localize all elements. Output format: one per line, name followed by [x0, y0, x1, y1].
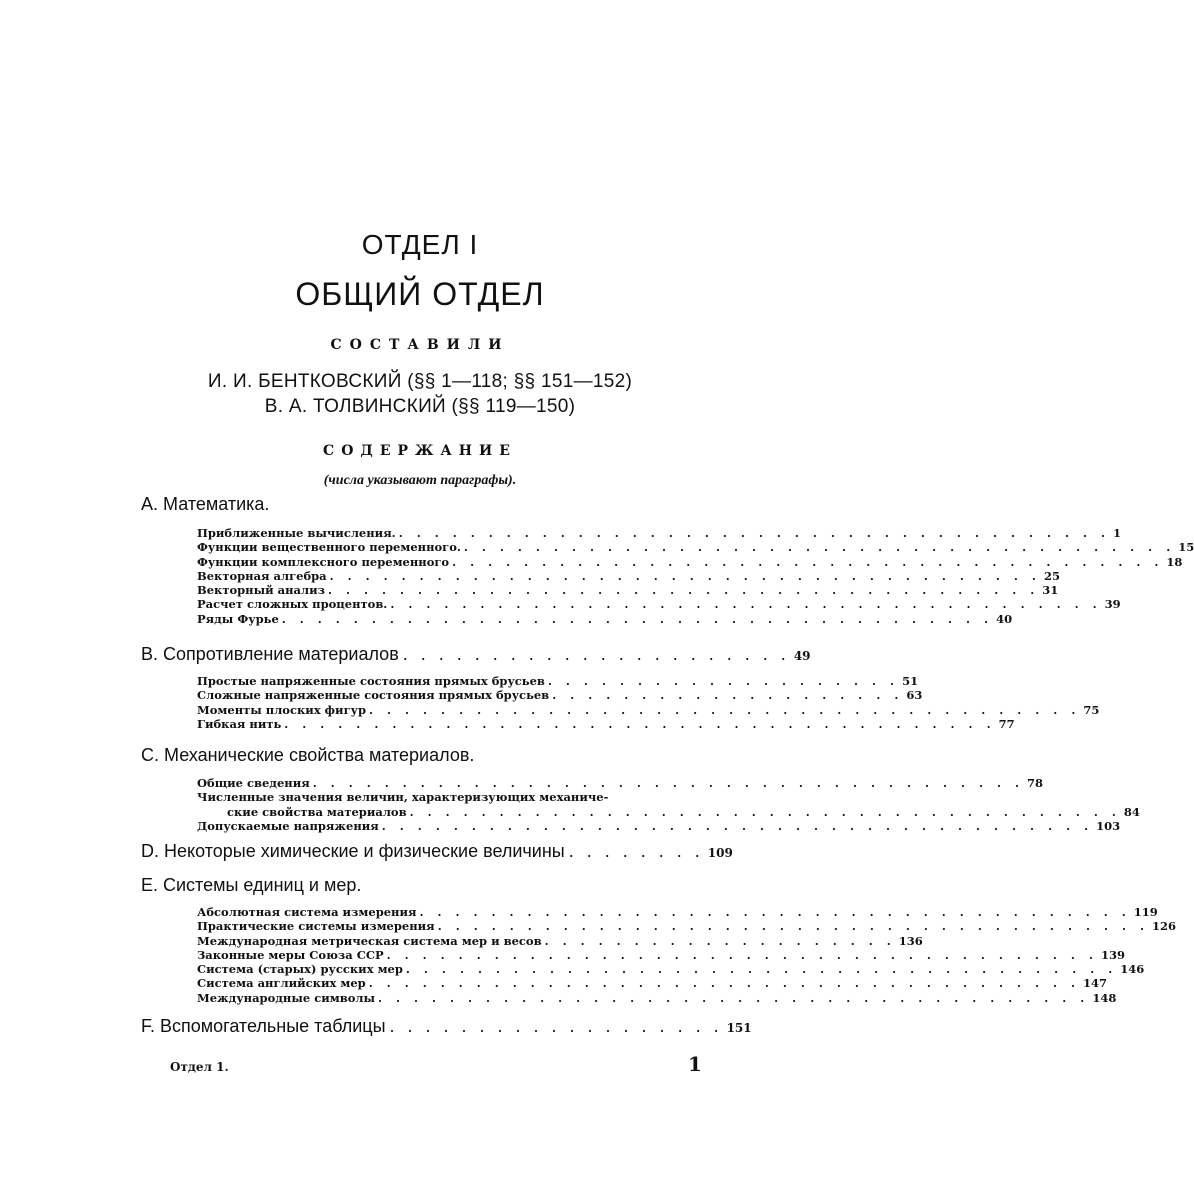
leader-dots: . . . . . . . . . . . . . . . . . . . . . . . . . . . . . . . . . . . . . . . . [386, 947, 1098, 962]
leader-dots: . . . . . . . . . . . . . . . . . . . . . . . . . . . . . . . . . . . . . . . . [390, 597, 1102, 612]
leader-dots: . . . . . . . . [568, 841, 704, 861]
leader-dots: . . . . . . . . . . . . . . . . . . . . . . . . . . . . . . . . . . . . . . . . [405, 962, 1118, 977]
toc-entry [197, 790, 729, 804]
toc-items-b [197, 674, 1100, 731]
toc-entry-number: 139 [1100, 947, 1125, 962]
toc-entry-label: Система английских мер [197, 976, 366, 991]
toc-items-a [197, 526, 1194, 626]
leader-dots: . . . . . . . . . . . . . . . . . . . . . . . . . . . . . . . . . . . . . . . . [463, 540, 1176, 555]
section-title: ОБЩИЙ ОТДЕЛ [295, 276, 545, 312]
toc-section-d [141, 841, 733, 862]
toc-section-f [141, 1016, 752, 1037]
leader-dots: . . . . . . . . . . . . . . . . . . . . . . . . . . . . . . . . . . . . . . . . [409, 804, 1121, 819]
toc-entry [197, 688, 923, 703]
toc-entry-label: Общие сведения [197, 776, 310, 790]
toc-section-c [141, 745, 729, 766]
toc-entry-number: 40 [996, 611, 1013, 626]
toc-entry-number: 1 [1113, 526, 1122, 540]
toc-entry-number: 148 [1092, 990, 1117, 1005]
toc-entry [197, 818, 1121, 833]
leader-dots: . . . . . . . . . . . . . . . . . . . . . . . . . . . . . . . . . . . . . . . . [419, 905, 1131, 919]
toc-entry-label: Простые напряженные состояния прямых брусьев [197, 674, 545, 688]
toc-entry [197, 919, 1176, 934]
footer-label: Отдел 1. [170, 1060, 229, 1074]
toc-entry [197, 554, 1183, 569]
leader-dots: . . . . . . . . . . . . . . . . . . . . . . . . . . . . . . . . . . . . . . . . [284, 716, 996, 731]
toc-entry-number: 31 [1042, 583, 1059, 598]
toc-entry [197, 716, 1015, 731]
leader-dots: . . . . . . . . . . . . . . . . . . . . . . . . . . . . . . . . . . . . . . . . [368, 976, 1080, 991]
toc-entry-number: 75 [1083, 702, 1100, 717]
leader-dots: . . . . . . . . . . . . . . . . . . . . . . . . . . . . . . . . . . . . . . . . [329, 568, 1041, 583]
toc-entry-label: Расчет сложных процентов. [197, 597, 388, 612]
toc-entry-number: 39 [1104, 597, 1121, 612]
toc-entry [197, 674, 919, 688]
toc-entry-number: 77 [998, 716, 1015, 731]
toc-entry [197, 947, 1125, 962]
toc-entry-label: Функции комплексного переменного [197, 554, 450, 569]
toc-entry-number: 103 [1096, 818, 1121, 833]
toc-entry-label: Моменты плоских фигур [197, 702, 367, 717]
toc-entry-number: 25 [1043, 568, 1060, 583]
toc-entry-label: Векторный анализ [197, 583, 325, 598]
leader-dots: . . . . . . . . . . . . . . . . . . . . . . . . . . . . . . . . . . . . . . . . [281, 611, 994, 626]
toc-entry [197, 583, 1059, 598]
toc-entry-number: 78 [1027, 776, 1044, 790]
section-heading: F. Вспомогательные таблицы [141, 1016, 386, 1036]
contents-note: (числа указывают параграфы). [323, 473, 517, 488]
contents-heading: СОДЕРЖАНИЕ [323, 443, 517, 459]
leader-dots: . . . . . . . . . . . . . . . . . . . . [552, 688, 904, 703]
toc-entry-label: ские свойства материалов [227, 804, 407, 819]
toc-entry-number: 146 [1120, 962, 1145, 977]
toc-entry [197, 597, 1121, 612]
toc-entry-label: Абсолютная система измерения [197, 905, 417, 919]
leader-dots: . . . . . . . . . . . . . . . . . . . . [544, 933, 896, 948]
toc-entry [197, 611, 1013, 626]
leader-dots: . . . . . . . . . . . . . . . . . . . . . . . . . . . . . . . . . . . . . . . . [452, 554, 1164, 569]
section-heading: А. Математика. [141, 494, 270, 514]
toc-entry-label: Векторная алгебра [197, 568, 327, 583]
leader-dots: . . . . . . . . . . . . . . . . . . . . . . [402, 644, 790, 664]
toc-items-e [197, 905, 1176, 1005]
toc-entry [197, 776, 1044, 790]
toc-entry-label: Численные значения величин, характеризующих механиче- [197, 790, 609, 805]
leader-dots: . . . . . . . . . . . . . . . . . . . . . . . . . . . . . . . . . . . . . . . . [369, 702, 1081, 717]
section-heading: D. Некоторые химические и физические величины [141, 841, 565, 861]
toc-entry [197, 933, 923, 948]
toc-entry [197, 990, 1117, 1005]
leader-dots: . . . . . . . . . . . . . . . . . . . [389, 1016, 723, 1036]
leader-dots: . . . . . . . . . . . . . . . . . . . . . . . . . . . . . . . . . . . . . . . . [327, 583, 1040, 598]
section-number: 109 [707, 846, 733, 860]
toc-entry-label: Международные символы [197, 990, 376, 1005]
toc-entry-label: Приближенные вычисления. [197, 526, 396, 540]
toc-entry-number: 51 [902, 674, 919, 688]
author-line-1: И. И. БЕНТКОВСКИЙ (§§ 1—118; §§ 151—152) [207, 371, 633, 392]
toc-entry-label: Сложные напряженные состояния прямых брусьев [197, 688, 550, 703]
toc-entry [197, 962, 1145, 977]
section-heading: В. Сопротивление материалов [141, 644, 399, 664]
toc-entry-number: 15 [1178, 540, 1194, 555]
toc-section-e [141, 875, 729, 896]
leader-dots: . . . . . . . . . . . . . . . . . . . . [547, 674, 900, 688]
toc-entry-label: Практические системы измерения [197, 919, 435, 934]
leader-dots: . . . . . . . . . . . . . . . . . . . . . . . . . . . . . . . . . . . . . . . . [398, 526, 1110, 540]
toc-entry-number: 136 [898, 933, 923, 948]
toc-entry-number: 119 [1133, 905, 1158, 919]
leader-dots: . . . . . . . . . . . . . . . . . . . . . . . . . . . . . . . . . . . . . . . . [381, 818, 1094, 833]
toc-entry [197, 905, 1158, 919]
leader-dots: . . . . . . . . . . . . . . . . . . . . . . . . . . . . . . . . . . . . . . . . [378, 990, 1090, 1005]
section-number: 151 [726, 1021, 752, 1035]
toc-entry [197, 804, 1140, 819]
toc-entry-number: 18 [1166, 554, 1183, 569]
toc-section-a [141, 494, 729, 515]
toc-items-c [197, 776, 1140, 833]
toc-entry-label: Ряды Фурье [197, 611, 279, 626]
toc-entry [197, 568, 1060, 583]
toc-entry-number: 126 [1151, 919, 1176, 934]
toc-entry-label: Система (старых) русских мер [197, 962, 403, 977]
compiled-by-label: СОСТАВИЛИ [330, 337, 510, 353]
toc-entry-number: 63 [906, 688, 923, 703]
leader-dots: . . . . . . . . . . . . . . . . . . . . . . . . . . . . . . . . . . . . . . . . [437, 919, 1149, 934]
toc-entry-label: Законные меры Союза ССР [197, 947, 384, 962]
toc-entry-number: 84 [1123, 804, 1140, 819]
section-heading: С. Механические свойства материалов. [141, 745, 475, 765]
section-number: 49 [793, 649, 811, 663]
page-number: 1 [688, 1052, 702, 1076]
leader-dots: . . . . . . . . . . . . . . . . . . . . . . . . . . . . . . . . . . . . . . . . [312, 776, 1025, 790]
section-heading: Е. Системы единиц и мер. [141, 875, 362, 895]
toc-entry-label: Допускаемые напряжения [197, 818, 379, 833]
toc-entry [197, 702, 1100, 717]
toc-entry [197, 976, 1108, 991]
toc-entry [197, 526, 1122, 540]
toc-entry-number: 147 [1083, 976, 1108, 991]
toc-entry-label: Гибкая нить [197, 716, 282, 731]
toc-section-b [141, 644, 811, 665]
toc-entry-label: Международная метрическая система мер и весов [197, 933, 542, 948]
author-line-2: В. А. ТОЛВИНСКИЙ (§§ 119—150) [264, 396, 576, 417]
toc-entry-label: Функции вещественного переменного. [197, 540, 461, 555]
part-title: ОТДЕЛ I [361, 229, 479, 260]
toc-entry [197, 540, 1194, 555]
